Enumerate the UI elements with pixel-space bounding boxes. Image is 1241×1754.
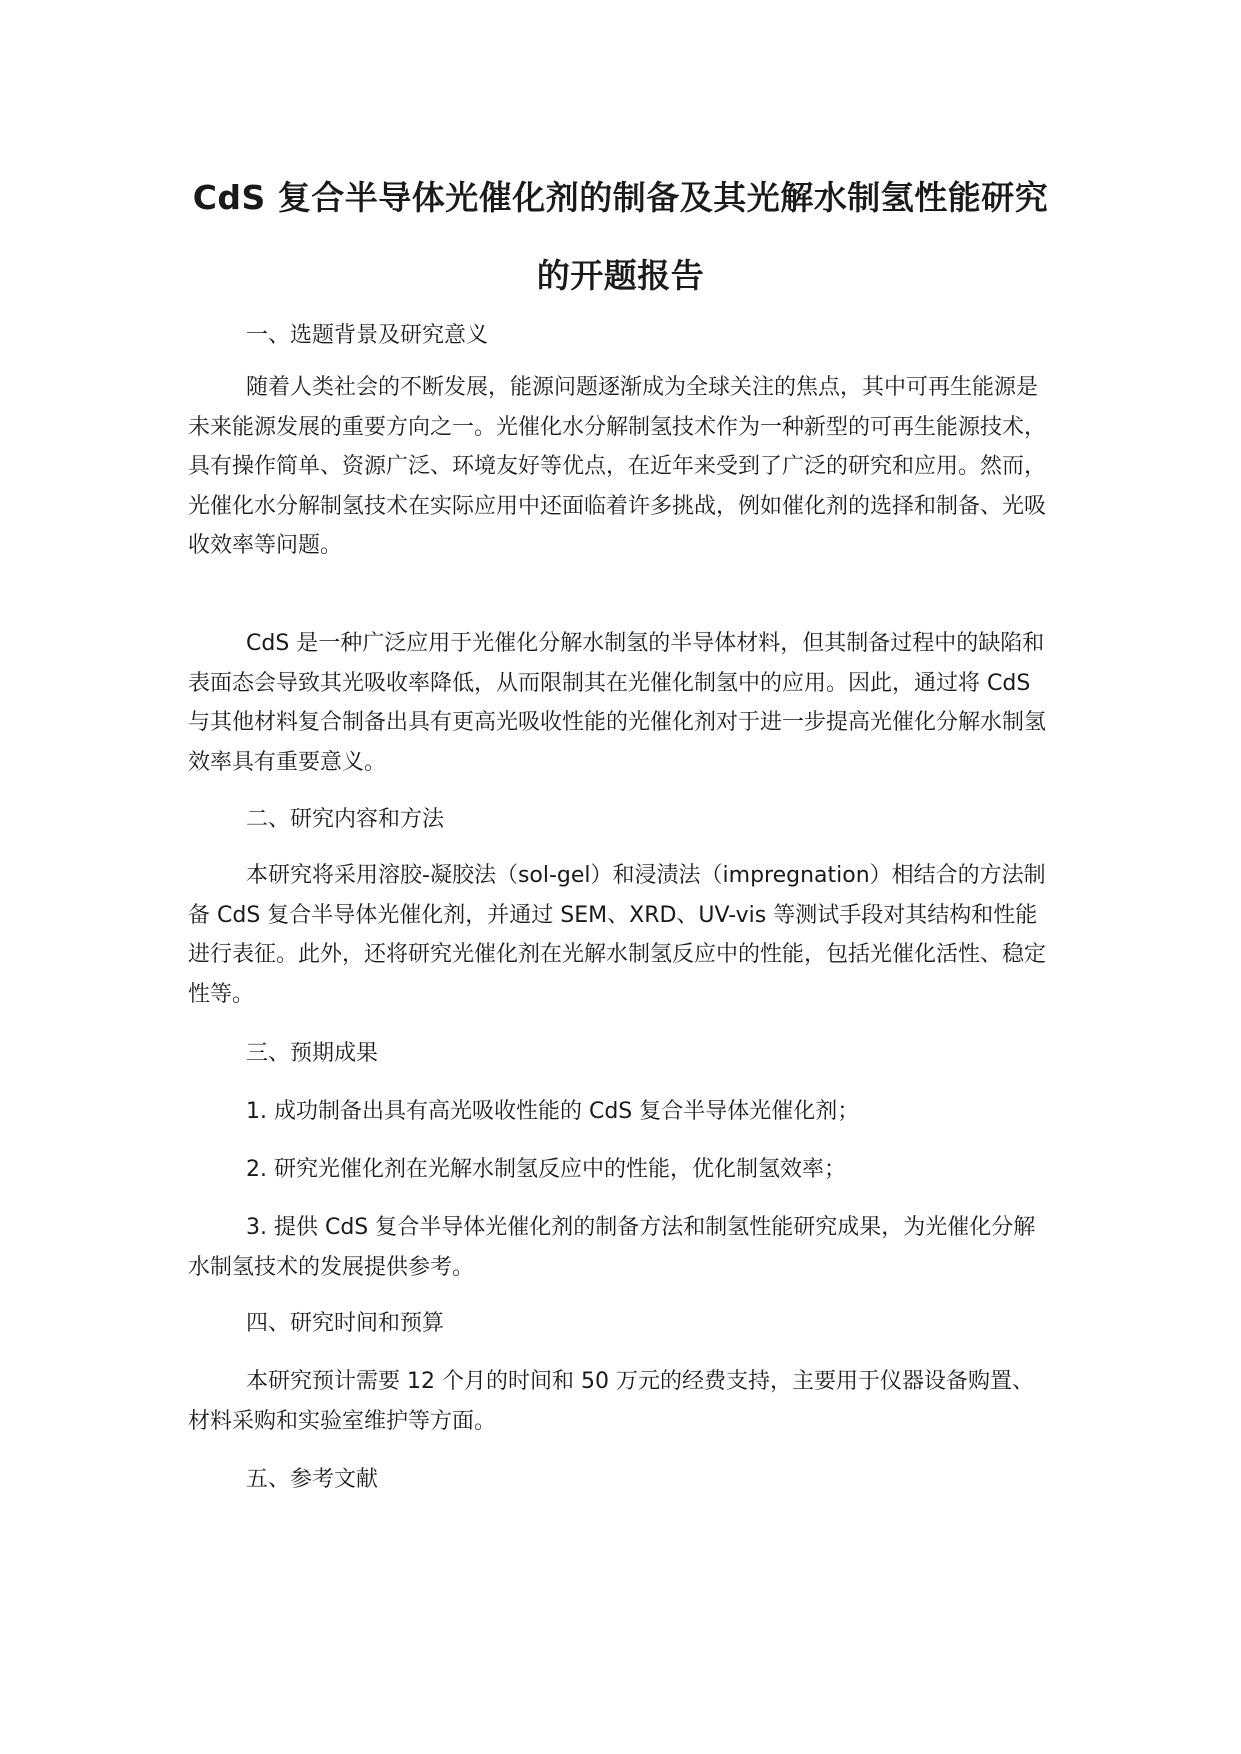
section-1-heading (188, 316, 1053, 356)
section-2-heading (188, 800, 1053, 840)
paragraph: 本研究将采用溶胶-凝胶法（sol-gel）和浸渍法（impregnation）相结合的方法制备 CdS 复合半导体光催化剂，并通过 SEM、XRD、UV-vis 等测试手段对其结构和性能进行表征。此外，还将研究光催化剂在光解水制氢反应中的性能，包括光催化活性、稳定性等。 (188, 863, 1047, 1007)
section-heading: 二、研究内容和方法 (246, 807, 445, 832)
section-heading: 一、选题背景及研究意义 (246, 323, 489, 348)
document-title-line-1: CdS 复合半导体光催化剂的制备及其光解水制氢性能研究 (192, 178, 1049, 217)
section-3-item-3 (188, 1208, 1053, 1287)
list-item: 2. 研究光催化剂在光解水制氢反应中的性能，优化制氢效率； (246, 1157, 846, 1182)
section-1-paragraph-1 (188, 368, 1053, 566)
section-3-item-2 (188, 1150, 1053, 1190)
list-item: 3. 提供 CdS 复合半导体光催化剂的制备方法和制氢性能研究成果，为光催化分解水制氢技术的发展提供参考。 (188, 1215, 1036, 1280)
section-heading: 四、研究时间和预算 (246, 1311, 445, 1336)
section-4-paragraph-1 (188, 1362, 1053, 1441)
paragraph: CdS 是一种广泛应用于光催化分解水制氢的半导体材料，但其制备过程中的缺陷和表面态会导致其光吸收率降低，从而限制其在光催化制氢中的应用。因此，通过将 CdS 与其他材料复合制备出具有更高光吸收性能的光催化剂对于进一步提高光催化分解水制氢效率具有重要意义。 (188, 631, 1047, 775)
section-1-paragraph-2 (188, 624, 1053, 782)
section-heading: 五、参考文献 (246, 1467, 379, 1492)
section-heading: 三、预期成果 (246, 1041, 379, 1066)
document-title-line-2: 的开题报告 (536, 256, 705, 295)
paragraph: 随着人类社会的不断发展，能源问题逐渐成为全球关注的焦点，其中可再生能源是未来能源发展的重要方向之一。光催化水分解制氢技术作为一种新型的可再生能源技术，具有操作简单、资源广泛、环境友好等优点，在近年来受到了广泛的研究和应用。然而，光催化水分解制氢技术在实际应用中还面临着许多挑战，例如催化剂的选择和制备、光吸收效率等问题。 (188, 375, 1047, 558)
section-3-item-1 (188, 1092, 1053, 1132)
section-4-heading (188, 1304, 1053, 1344)
section-3-heading (188, 1034, 1053, 1074)
list-item: 1. 成功制备出具有高光吸收性能的 CdS 复合半导体光催化剂； (246, 1099, 860, 1124)
section-5-heading (188, 1460, 1053, 1500)
paragraph: 本研究预计需要 12 个月的时间和 50 万元的经费支持，主要用于仪器设备购置、材料采购和实验室维护等方面。 (188, 1369, 1034, 1434)
section-2-paragraph-1 (188, 856, 1053, 1014)
